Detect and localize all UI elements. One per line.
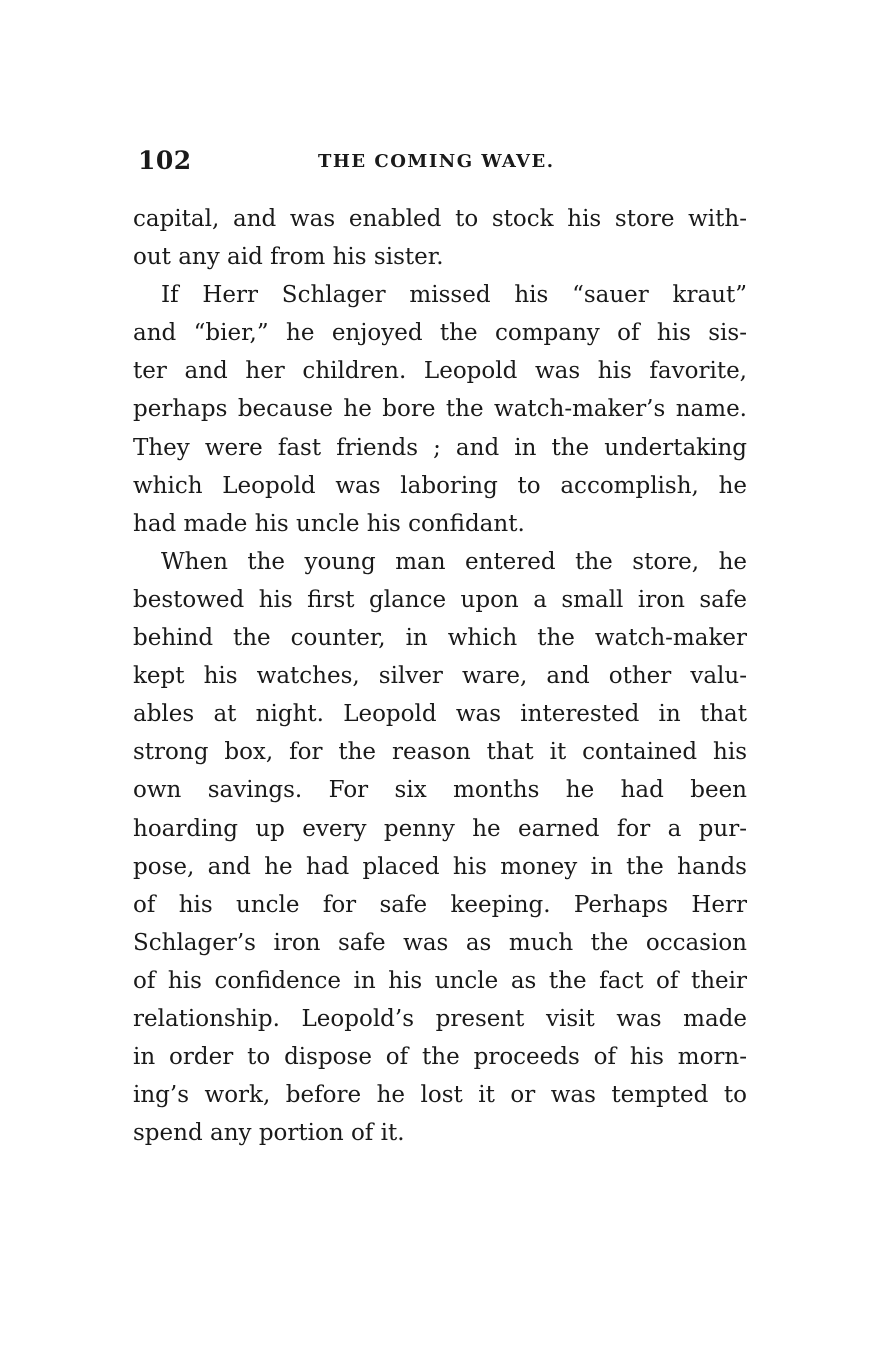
running-title: THE COMING WAVE. — [318, 151, 555, 172]
text-line: They were fast friends ; and in the undertaking — [133, 434, 747, 461]
text-line: had made his uncle his confidant. — [133, 510, 525, 537]
text-line: and “bier,” he enjoyed the company of his sis- — [133, 320, 747, 347]
text-line: kept his watches, silver ware, and other valu- — [133, 663, 747, 690]
page-number: 102 — [138, 146, 192, 175]
text-line: Schlager’s iron safe was as much the occasion — [133, 929, 747, 956]
text-line: in order to dispose of the proceeds of his morn- — [133, 1044, 747, 1071]
body-text — [133, 200, 747, 1152]
running-head — [138, 146, 750, 180]
text-line: of his uncle for safe keeping. Perhaps Herr — [133, 891, 747, 918]
paragraph-start-line: When the young man entered the store, he — [161, 548, 747, 575]
text-line: out any aid from his sister. — [133, 244, 444, 271]
text-line: hoarding up every penny he earned for a pur- — [133, 815, 747, 842]
text-line: perhaps because he bore the watch-maker’s name. — [133, 396, 747, 423]
text-line: spend any portion of it. — [133, 1120, 405, 1147]
text-line: pose, and he had placed his money in the hands — [133, 853, 747, 880]
text-line: strong box, for the reason that it contained his — [133, 739, 747, 766]
paragraph-start-line: If Herr Schlager missed his “sauer kraut” — [161, 282, 747, 309]
text-line: ing’s work, before he lost it or was tempted to — [133, 1082, 747, 1109]
text-line: bestowed his first glance upon a small iron safe — [133, 586, 747, 613]
text-line: of his confidence in his uncle as the fact of their — [133, 967, 747, 994]
text-line: ables at night. Leopold was interested in that — [133, 701, 747, 728]
text-line: behind the counter, in which the watch-maker — [133, 625, 747, 652]
text-line: relationship. Leopold’s present visit was made — [133, 1005, 747, 1032]
text-line: ter and her children. Leopold was his favorite, — [133, 358, 747, 385]
text-line: which Leopold was laboring to accomplish, he — [133, 472, 747, 499]
text-line: own savings. For six months he had been — [133, 777, 747, 804]
text-line: capital, and was enabled to stock his store with- — [133, 206, 747, 232]
